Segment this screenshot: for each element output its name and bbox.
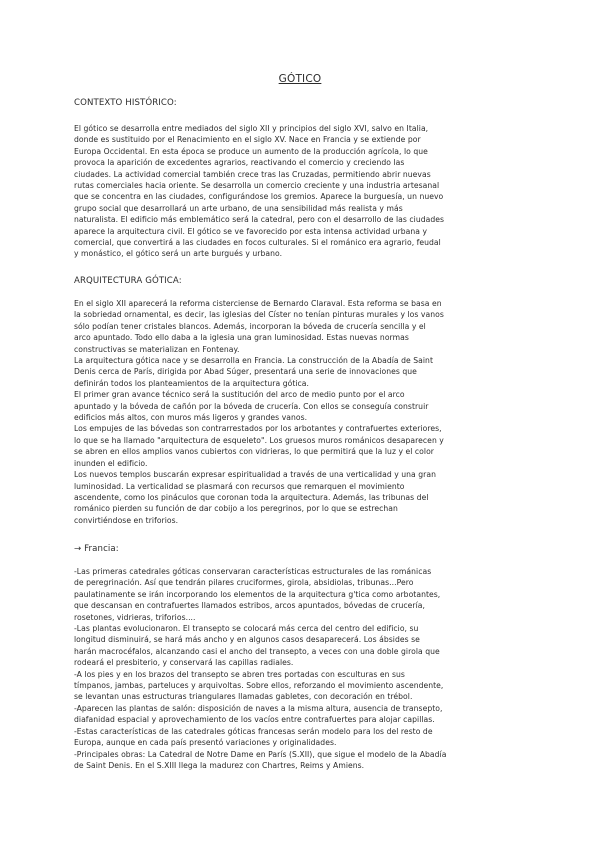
text-line: paulatinamente se irán incorporando los elementos de la arquitectura g'tica como arbotantes, (74, 589, 441, 599)
text-line: que descansan en contrafuertes llamados estribos, arcos apuntados, bóvedas de crucería, (74, 601, 425, 611)
text-line: apuntado y la bóveda de cañón por la bóveda de crucería. Con ellos se conseguía construir (74, 401, 429, 411)
text-line: edificios más altos, con muros más ligeros y grandes vanos. (74, 413, 308, 423)
text-line: de Saint Denis. En el S.XIII llega la madurez con Chartres, Reims y Amiens. (74, 760, 365, 770)
section-heading-architecture: ARQUITECTURA GÓTICA: (74, 276, 182, 286)
text-line: Denis cerca de París, dirigida por Abad Súger, presentará una serie de innovaciones que (74, 367, 417, 377)
text-line: -Principales obras: La Catedral de Notre Dame en París (S.XII), que sigue el modelo de la Abadía (74, 749, 447, 759)
text-line: se levantan unas estructuras triangulares llamadas gabletes, con decoración en trébol. (74, 692, 413, 702)
text-line: longitud disminuirá, se hará más ancho y en algunos casos desaparecerá. Los ábsides se (74, 635, 420, 645)
text-line: luminosidad. La verticalidad se plasmará con recursos que remarquen el movimiento (74, 481, 405, 491)
section-heading-context: CONTEXTO HISTÓRICO: (74, 98, 177, 108)
text-line: que se concentra en las ciudades, configurándose los gremios. Aparece la burguesía, un nuevo (74, 192, 444, 202)
text-line: -Aparecen las plantas de salón: disposición de naves a la misma altura, ausencia de transepto, (74, 703, 443, 713)
text-line: aparece la arquitectura civil. El gótico se ve favorecido por esta intensa actividad urbana y (74, 226, 428, 236)
text-line: definirán todos los planteamientos de la arquitectura gótica. (74, 378, 310, 388)
france-paragraph (74, 566, 534, 771)
text-line: constructivas se materializan en Fontenay. (74, 344, 240, 354)
text-line: donde es sustituido por el Renacimiento en el siglo XV. Nace en Francia y se extiende por (74, 135, 421, 145)
text-line: Los empujes de las bóvedas son contrarrestados por los arbotantes y contrafuertes exteriores, (74, 424, 442, 434)
text-line: sólo podían tener cristales blancos. Además, incorporan la bóveda de crucería sencilla y el (74, 321, 426, 331)
text-line: Europa, aunque en cada país presentó variaciones y originalidades. (74, 738, 337, 748)
text-line: y monástico, el gótico será un arte burgués y urbano. (74, 249, 283, 259)
text-line: El primer gran avance técnico será la sustitución del arco de medio punto por el arco (74, 390, 405, 400)
text-line: -Estas características de las catedrales góticas francesas serán modelo para los del resto de (74, 726, 433, 736)
text-line: provoca la aparición de excedentes agrarios, reactivando el comercio y creciendo las (74, 158, 405, 168)
architecture-paragraph (74, 298, 534, 526)
text-line: ascendente, como los pináculos que coronan toda la arquitectura. Además, las tribunas del (74, 492, 429, 502)
text-line: Los nuevos templos buscarán expresar espiritualidad a través de una verticalidad y una gran (74, 470, 436, 480)
text-line: rosetones, vidrieras, triforios.... (74, 612, 196, 622)
text-line: rutas comerciales hacia oriente. Se desarrolla un comercio creciente y una industria artesanal (74, 181, 440, 191)
text-line: rodeará el presbiterio, y conservará las capillas radiales. (74, 658, 294, 668)
text-line: -Las primeras catedrales góticas conservaran características estructurales de las románicas (74, 567, 432, 576)
text-line: comercial, que convertirá a las ciudades en focos culturales. Si el románico era agrario, feudal (74, 238, 441, 248)
text-line: naturalista. El edificio más emblemático será la catedral, pero con el desarrollo de las ciudades (74, 215, 445, 225)
text-line: inunden el edificio. (74, 458, 148, 468)
text-line: se abren en ellos amplios vanos cubiertos con vidrieras, lo que permitirá que la luz y el color (74, 447, 435, 457)
page-title: GÓTICO (278, 73, 322, 85)
text-line: grupo social que desarrollará un arte urbano, de una sensibilidad más realista y más (74, 203, 403, 213)
text-line: En el siglo XII aparecerá la reforma cisterciense de Bernardo Claraval. Esta reforma se basa en (74, 299, 442, 308)
text-line: lo que se ha llamado "arquitectura de esqueleto". Los gruesos muros románicos desaparecen y (74, 435, 444, 445)
text-line: -Las plantas evolucionaron. El transepto se colocará más cerca del centro del edificio, su (74, 624, 419, 634)
text-line: diafanidad espacial y aprovechamiento de los vacíos entre contrafuertes para alojar capillas. (74, 715, 435, 725)
section-heading-france: → Francia: (74, 544, 119, 554)
text-line: arco apuntado. Todo ello daba a la iglesia una gran luminosidad. Estas nuevas normas (74, 333, 409, 343)
text-line: tímpanos, jambas, parteluces y arquivoltas. Sobre ellos, reforzando el movimiento ascendente, (74, 681, 444, 691)
text-line: El gótico se desarrolla entre mediados del siglo XII y principios del siglo XVI, salvo en Italia, (74, 124, 429, 133)
text-line: La arquitectura gótica nace y se desarrolla en Francia. La construcción de la Abadía de Saint (74, 356, 433, 366)
text-line: Europa Occidental. En esta época se produce un aumento de la producción agrícola, lo que (74, 146, 428, 156)
text-line: harán macrocéfalos, alcanzando casi el ancho del transepto, a veces con una doble girola que (74, 646, 440, 656)
text-line: románico pierden su función de dar cobijo a los peregrinos, por lo que se estrechan (74, 504, 398, 514)
text-line: la sobriedad ornamental, es decir, las iglesias del Císter no tenían pinturas murales y los vanos (74, 310, 444, 320)
text-line: ciudades. La actividad comercial también crece tras las Cruzadas, permitiendo abrir nuevas (74, 169, 431, 179)
text-line: -A los pies y en los brazos del transepto se abren tres portadas con esculturas en sus (74, 669, 405, 679)
text-line: convirtiéndose en triforios. (74, 515, 179, 525)
text-line: de peregrinación. Así que tendrán pilares cruciformes, girola, absidiolas, tribunas...Pero (74, 578, 414, 588)
context-paragraph (74, 123, 534, 260)
